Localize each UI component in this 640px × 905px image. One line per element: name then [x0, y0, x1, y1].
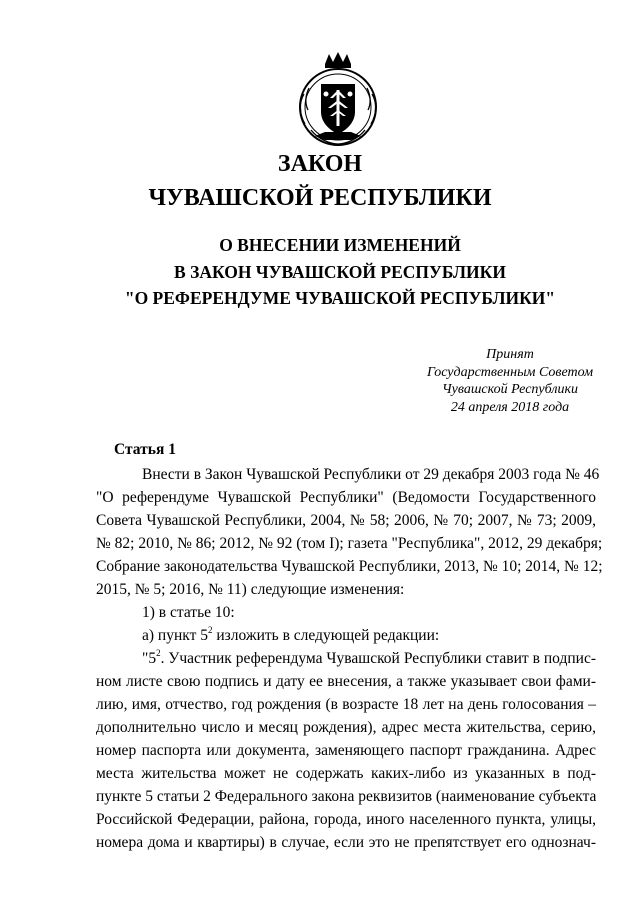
adoption-line: Принят — [486, 347, 534, 362]
body-line — [142, 649, 596, 669]
adoption-line: Чувашской Республики — [442, 382, 578, 397]
article-heading: Статья 1 — [114, 441, 176, 458]
body-line: ном листе свою подпись и дату ее внесения, а также указывает свои фами- — [96, 673, 596, 690]
law-title: ЗАКОН — [277, 151, 363, 177]
adoption-note — [400, 346, 620, 416]
body-line: Собрание законодательства Чувашской Республики, 2013, № 10; 2014, № 12; — [96, 558, 603, 575]
body-text: изложить в следующей редакции: — [212, 627, 440, 644]
adoption-line: Государственным Советом — [426, 364, 594, 380]
body-line: Российской Федерации, района, города, иного населенного пункта, улицы, — [96, 811, 596, 828]
body-line: 2015, № 5; 2016, № 11) следующие изменения: — [96, 581, 405, 598]
body-line: пункте 5 статьи 2 Федерального закона реквизитов (наименование субъекта — [96, 788, 597, 805]
body-line: Совета Чувашской Республики, 2004, № 58; 2006, № 70; 2007, № 73; 2009, — [96, 512, 596, 529]
body-line — [142, 626, 596, 646]
law-subtitle-line3: "О РЕФЕРЕНДУМЕ ЧУВАШСКОЙ РЕСПУБЛИКИ" — [124, 288, 556, 308]
coat-of-arms-icon — [295, 50, 381, 148]
body-line: номер паспорта или документа, заменяющего паспорт гражданина. Адрес — [96, 742, 596, 759]
body-text: "5 — [142, 650, 157, 667]
body-line: 1) в статье 10: — [142, 604, 235, 621]
body-line: номера дома и квартиры) в случае, если это не препятствует его однознач- — [96, 834, 596, 851]
superscript: 2 — [156, 647, 161, 658]
adoption-date: 24 апреля 2018 года — [450, 399, 570, 415]
body-text: . Участник референдума Чувашской Республики ставит в подпис- — [160, 650, 596, 667]
body-line: Внести в Закон Чувашской Республики от 29 декабря 2003 года № 46 — [142, 466, 600, 483]
body-line: лию, имя, отчество, год рождения (в возрасте 18 лет на день голосования – — [96, 696, 596, 713]
law-title-republic: ЧУВАШСКОЙ РЕСПУБЛИКИ — [148, 185, 492, 211]
law-subtitle-line2: В ЗАКОН ЧУВАШСКОЙ РЕСПУБЛИКИ — [174, 262, 506, 282]
superscript: 2 — [207, 624, 213, 635]
body-line: № 82; 2010, № 86; 2012, № 92 (том I); газета "Республика", 2012, 29 декабря; — [96, 535, 603, 552]
body-line: места жительства может не содержать каких-либо из указанных в под- — [96, 765, 596, 782]
law-subtitle-line1: О ВНЕСЕНИИ ИЗМЕНЕНИЙ — [219, 235, 461, 255]
body-line: "О референдуме Чувашской Республики" (Ведомости Государственного — [96, 489, 596, 506]
body-line: дополнительно число и месяц рождения), адрес места жительства, серию, — [96, 719, 596, 736]
body-text: а) пункт 5 — [142, 627, 208, 644]
